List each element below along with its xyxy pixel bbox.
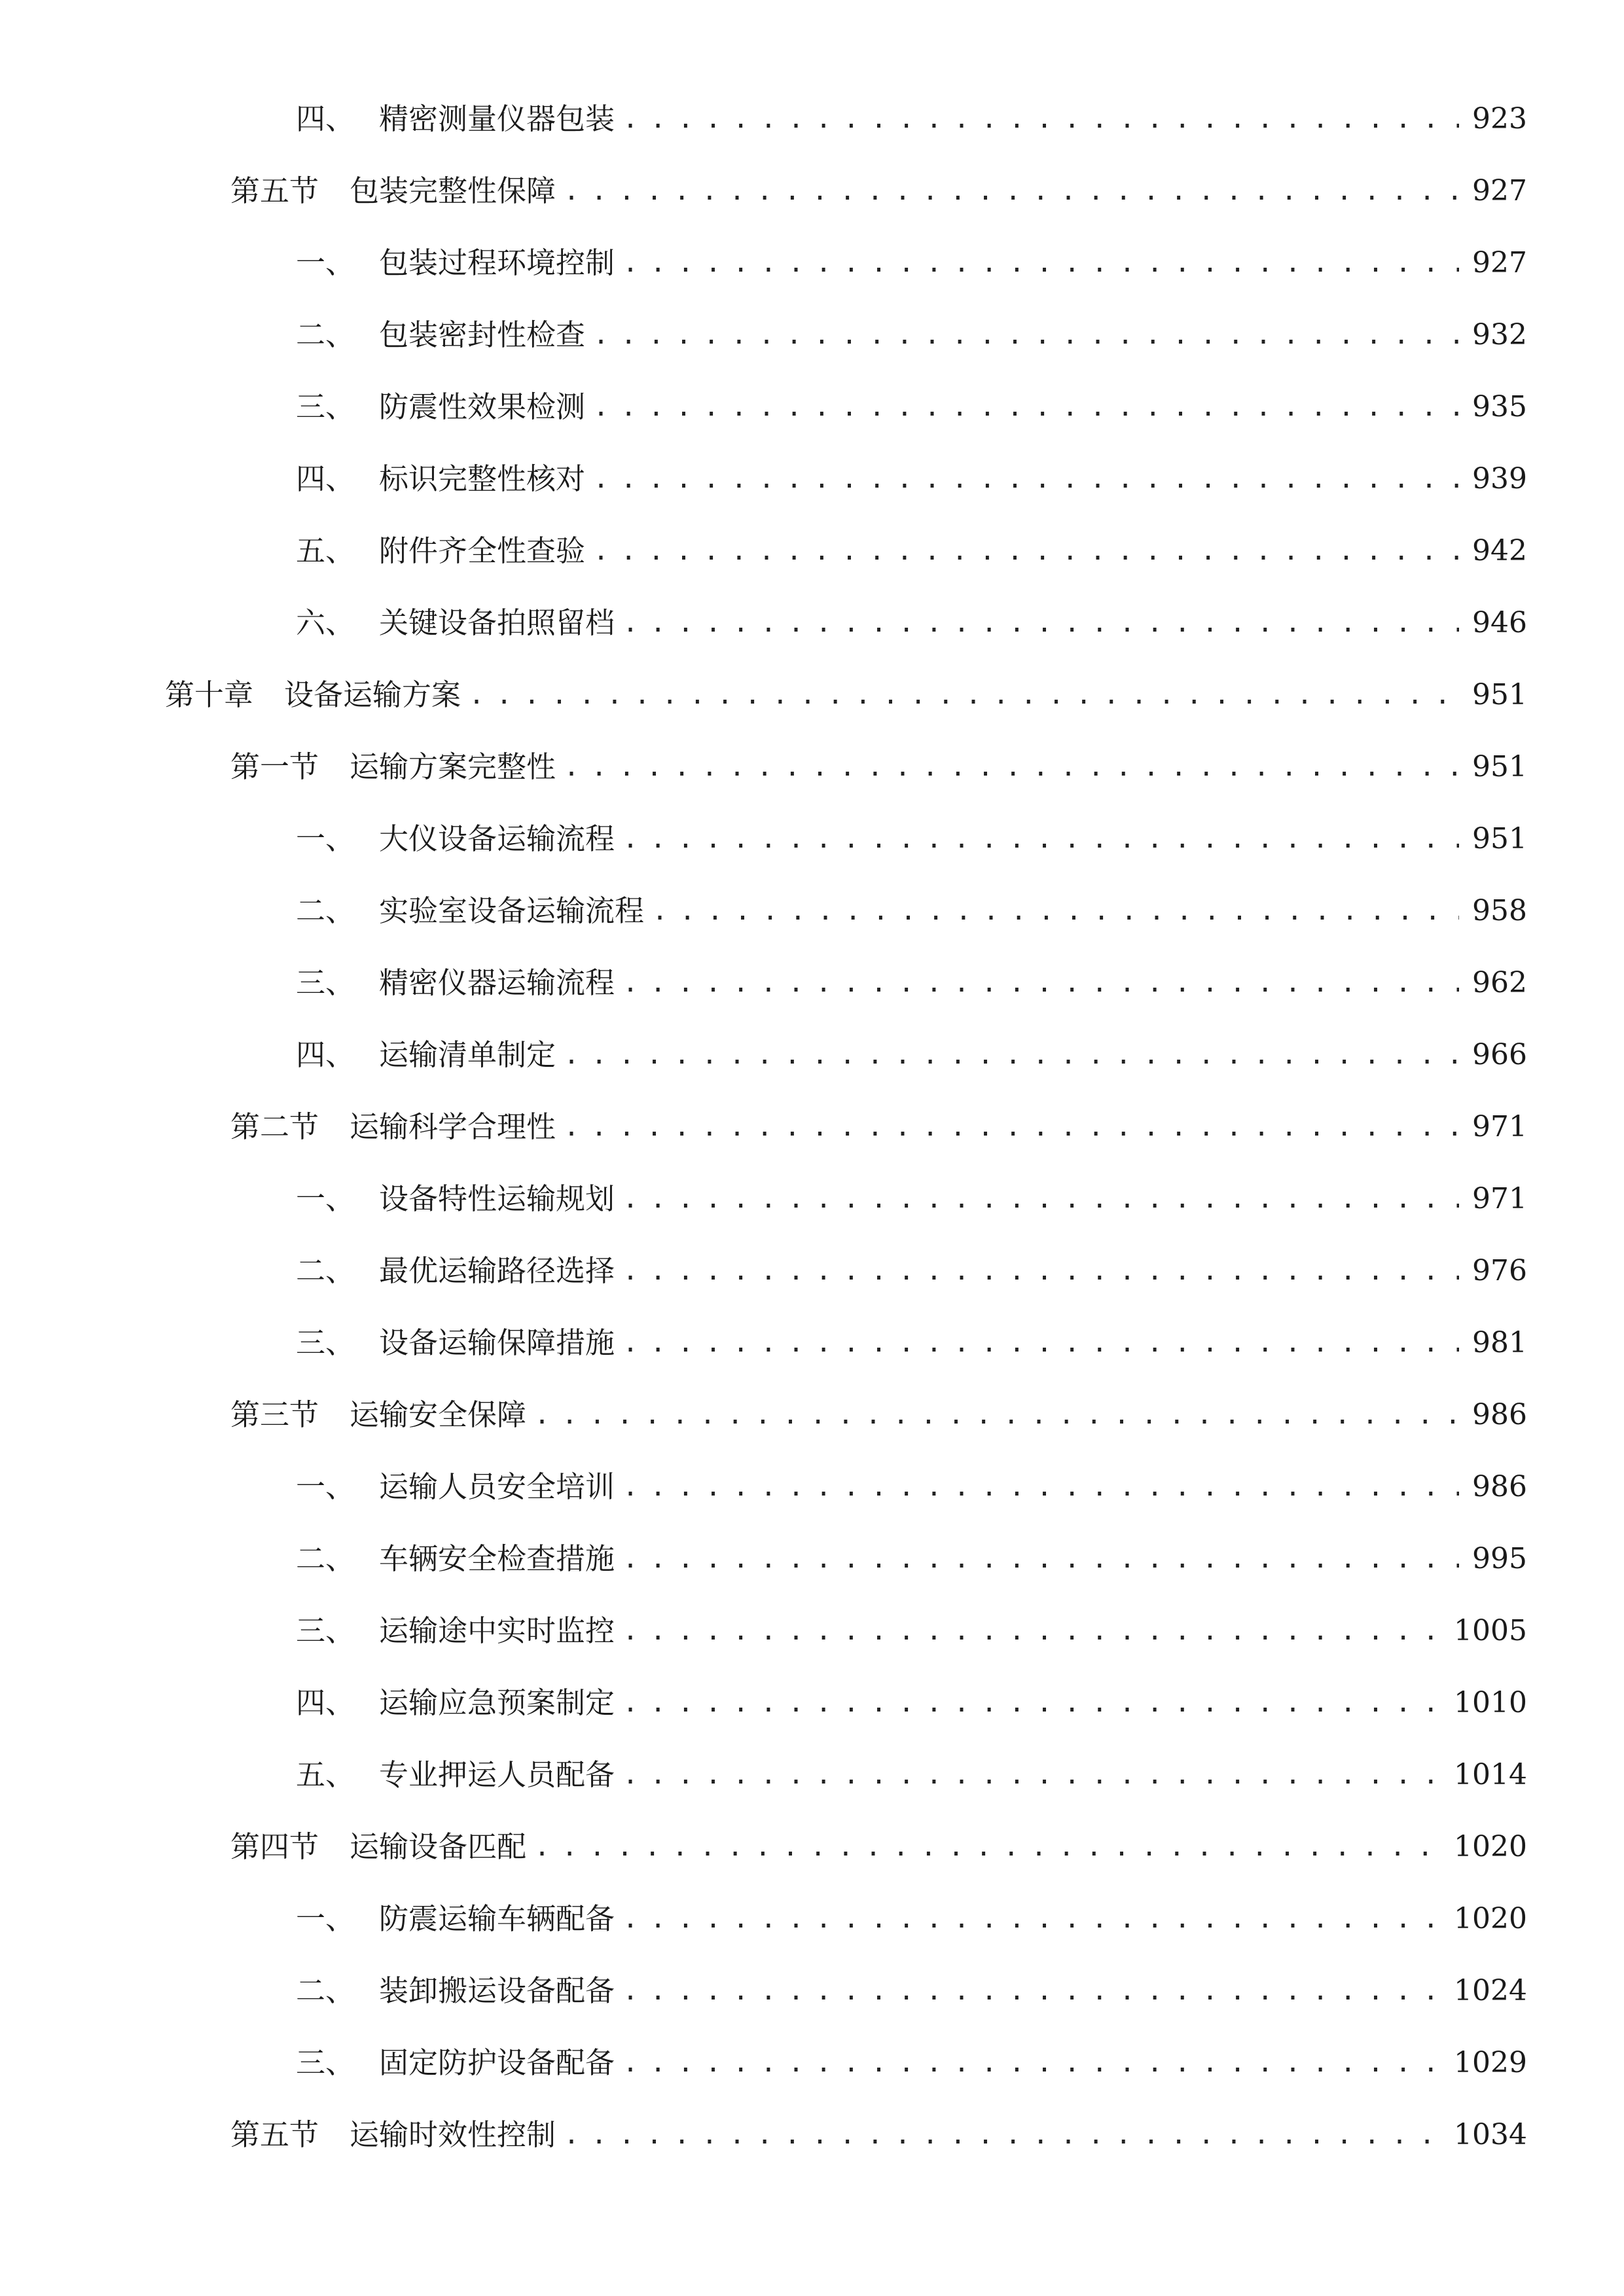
toc-entry-page: 1010 <box>1454 1686 1527 1719</box>
toc-entry-title: 运输清单制定 <box>379 1037 556 1072</box>
toc-leader-dots <box>623 93 1459 145</box>
toc-leader-dots <box>564 165 1459 217</box>
toc-entry-number: 二、 <box>296 893 355 928</box>
toc-entry-title: 最优运输路径选择 <box>379 1253 615 1288</box>
toc-entry-title: 运输设备匹配 <box>350 1829 527 1864</box>
toc-entry-page: 976 <box>1472 1254 1527 1287</box>
toc-entry[interactable] <box>230 1821 1527 1873</box>
toc-entry[interactable] <box>296 1317 1527 1369</box>
toc-entry-number: 五、 <box>296 533 355 568</box>
toc-leader-dots <box>534 1821 1441 1873</box>
toc-entry-number: 三、 <box>296 389 355 424</box>
toc-entry-page: 946 <box>1472 606 1527 639</box>
toc-leader-dots <box>623 237 1459 289</box>
toc-entry-page: 939 <box>1472 462 1527 495</box>
toc-entry-number: 三、 <box>296 965 355 1000</box>
toc-entry-page: 1020 <box>1454 1902 1527 1935</box>
toc-entry-title: 精密仪器运输流程 <box>379 965 615 1000</box>
toc-entry-title: 运输人员安全培训 <box>379 1469 615 1504</box>
toc-leader-dots <box>623 1893 1441 1945</box>
toc-leader-dots <box>623 1173 1459 1225</box>
toc-entry[interactable] <box>296 1749 1527 1801</box>
toc-leader-dots <box>623 957 1459 1009</box>
toc-leader-dots <box>623 1461 1459 1513</box>
toc-entry[interactable] <box>296 1605 1527 1657</box>
toc-entry-number: 四、 <box>296 1037 355 1072</box>
toc-entry[interactable] <box>296 93 1527 145</box>
toc-entry-title: 实验室设备运输流程 <box>379 893 645 928</box>
toc-entry-number: 六、 <box>296 605 355 640</box>
toc-entry-page: 986 <box>1472 1398 1527 1431</box>
toc-entry-title: 关键设备拍照留档 <box>379 605 615 640</box>
toc-entry[interactable] <box>296 525 1527 577</box>
toc-entry[interactable] <box>230 165 1527 217</box>
toc-entry-number: 三、 <box>296 2045 355 2080</box>
toc-entry-number: 三、 <box>296 1325 355 1360</box>
toc-entry-page: 962 <box>1472 966 1527 999</box>
toc-entry-title: 附件齐全性查验 <box>379 533 586 568</box>
toc-entry-title: 防震运输车辆配备 <box>379 1901 615 1936</box>
toc-leader-dots <box>623 1965 1441 2017</box>
toc-entry[interactable] <box>296 885 1527 937</box>
toc-entry-page: 1029 <box>1454 2046 1527 2079</box>
toc-leader-dots <box>623 597 1459 649</box>
toc-entry[interactable] <box>230 1389 1527 1441</box>
toc-entry[interactable] <box>296 1173 1527 1225</box>
toc-entry[interactable] <box>296 1461 1527 1513</box>
toc-leader-dots <box>623 1533 1459 1585</box>
toc-entry-title: 包装过程环境控制 <box>379 245 615 280</box>
toc-entry-number: 三、 <box>296 1613 355 1648</box>
toc-entry-page: 927 <box>1472 246 1527 279</box>
toc-entry[interactable] <box>296 381 1527 433</box>
toc-entry-title: 大仪设备运输流程 <box>379 821 615 856</box>
toc-entry-page: 981 <box>1472 1326 1527 1359</box>
toc-entry-title: 装卸搬运设备配备 <box>379 1973 615 2008</box>
toc-entry-page: 1020 <box>1454 1830 1527 1863</box>
toc-entry-title: 设备特性运输规划 <box>379 1181 615 1216</box>
toc-entry[interactable] <box>296 813 1527 865</box>
toc-entry-page: 986 <box>1472 1470 1527 1503</box>
toc-entry-title: 运输方案完整性 <box>350 749 556 784</box>
toc-entry-number: 四、 <box>296 1685 355 1720</box>
toc-entry-number: 第二节 <box>230 1109 319 1144</box>
toc-entry-number: 四、 <box>296 101 355 136</box>
toc-entry-title: 包装密封性检查 <box>379 317 586 352</box>
toc-entry-number: 一、 <box>296 1901 355 1936</box>
toc-entry[interactable] <box>296 237 1527 289</box>
toc-entry-page: 958 <box>1472 894 1527 927</box>
toc-entry[interactable] <box>296 453 1527 505</box>
toc-entry-title: 精密测量仪器包装 <box>379 101 615 136</box>
toc-leader-dots <box>623 1749 1441 1801</box>
toc-entry[interactable] <box>296 1029 1527 1081</box>
toc-entry[interactable] <box>165 669 1527 721</box>
toc-entry-page: 951 <box>1472 678 1527 711</box>
toc-leader-dots <box>623 1317 1459 1369</box>
toc-entry[interactable] <box>296 1893 1527 1945</box>
toc-entry-number: 一、 <box>296 821 355 856</box>
toc-entry-number: 第三节 <box>230 1397 319 1432</box>
toc-entry[interactable] <box>230 741 1527 793</box>
toc-entry-number: 四、 <box>296 461 355 496</box>
toc-entry-number: 第五节 <box>230 173 319 208</box>
toc-entry-page: 966 <box>1472 1038 1527 1071</box>
toc-leader-dots <box>593 453 1459 505</box>
toc-entry[interactable] <box>296 597 1527 649</box>
toc-entry-page: 1034 <box>1454 2118 1527 2151</box>
toc-entry[interactable] <box>230 1101 1527 1153</box>
toc-leader-dots <box>469 669 1459 721</box>
toc-entry[interactable] <box>296 309 1527 361</box>
toc-entry-page: 932 <box>1472 318 1527 351</box>
toc-leader-dots <box>623 813 1459 865</box>
toc-entry-number: 第五节 <box>230 2117 319 2152</box>
toc-leader-dots <box>564 741 1459 793</box>
toc-leader-dots <box>593 525 1459 577</box>
toc-entry-title: 标识完整性核对 <box>379 461 586 496</box>
toc-entry[interactable] <box>296 1677 1527 1729</box>
toc-entry-number: 一、 <box>296 245 355 280</box>
toc-entry-number: 五、 <box>296 1757 355 1792</box>
toc-entry-title: 车辆安全检查措施 <box>379 1541 615 1576</box>
toc-entry-number: 一、 <box>296 1469 355 1504</box>
toc-entry-page: 971 <box>1472 1110 1527 1143</box>
toc-leader-dots <box>623 1677 1441 1729</box>
toc-entry-page: 927 <box>1472 174 1527 207</box>
toc-entry-title: 固定防护设备配备 <box>379 2045 615 2080</box>
toc-entry-page: 935 <box>1472 390 1527 423</box>
toc-entry-page: 942 <box>1472 534 1527 567</box>
toc-entry-number: 一、 <box>296 1181 355 1216</box>
toc-entry-number: 二、 <box>296 1541 355 1576</box>
toc-entry-number: 第一节 <box>230 749 319 784</box>
toc-entry-page: 995 <box>1472 1542 1527 1575</box>
toc-entry[interactable] <box>230 2109 1527 2161</box>
toc-entry-number: 二、 <box>296 1253 355 1288</box>
toc-entry-title: 专业押运人员配备 <box>379 1757 615 1792</box>
toc-entry-page: 971 <box>1472 1182 1527 1215</box>
toc-leader-dots <box>534 1389 1459 1441</box>
toc-leader-dots <box>652 885 1459 937</box>
toc-leader-dots <box>593 381 1459 433</box>
toc-entry-title: 运输时效性控制 <box>350 2117 556 2152</box>
toc-entry-title: 设备运输方案 <box>284 677 461 712</box>
toc-entry-page: 1024 <box>1454 1974 1527 2007</box>
toc-entry[interactable] <box>296 1965 1527 2017</box>
toc-leader-dots <box>623 1245 1459 1297</box>
toc-leader-dots <box>564 1101 1459 1153</box>
toc-entry[interactable] <box>296 1533 1527 1585</box>
toc-entry-number: 二、 <box>296 317 355 352</box>
toc-entry-page: 923 <box>1472 102 1527 135</box>
toc-entry-title: 运输科学合理性 <box>350 1109 556 1144</box>
toc-entry-title: 运输应急预案制定 <box>379 1685 615 1720</box>
toc-leader-dots <box>593 309 1459 361</box>
toc-entry-page: 951 <box>1472 750 1527 783</box>
toc-leader-dots <box>623 2037 1441 2089</box>
toc-entry-page: 1014 <box>1454 1758 1527 1791</box>
toc-entry-number: 二、 <box>296 1973 355 2008</box>
toc-entry-title: 设备运输保障措施 <box>379 1325 615 1360</box>
toc-leader-dots <box>623 1605 1441 1657</box>
toc-entry-number: 第十章 <box>165 677 254 712</box>
toc-entry[interactable] <box>296 2037 1527 2089</box>
toc-entry-page: 951 <box>1472 822 1527 855</box>
toc-entry[interactable] <box>296 957 1527 1009</box>
toc-leader-dots <box>564 2109 1441 2161</box>
toc-entry-title: 防震性效果检测 <box>379 389 586 424</box>
toc-entry[interactable] <box>296 1245 1527 1297</box>
toc-leader-dots <box>564 1029 1459 1081</box>
toc-entry-title: 运输途中实时监控 <box>379 1613 615 1648</box>
toc-entry-title: 包装完整性保障 <box>350 173 556 208</box>
toc-entry-title: 运输安全保障 <box>350 1397 527 1432</box>
toc-entry-page: 1005 <box>1454 1614 1527 1647</box>
toc-entry-number: 第四节 <box>230 1829 319 1864</box>
